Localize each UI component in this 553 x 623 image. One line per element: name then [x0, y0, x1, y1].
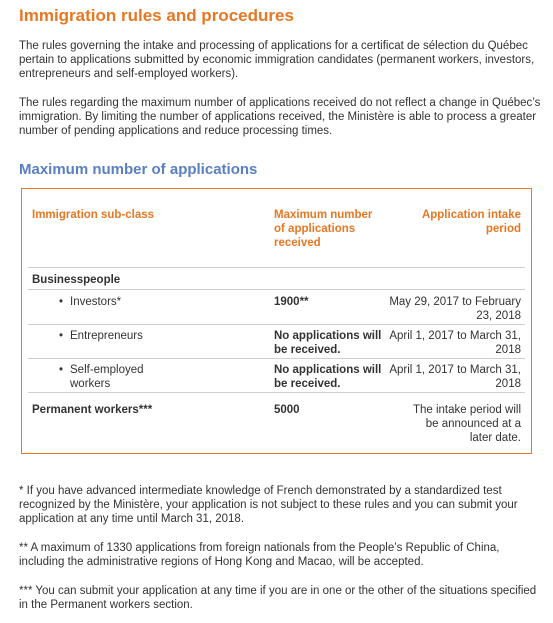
row-divider	[28, 324, 525, 325]
column-header-subclass: Immigration sub-class	[32, 209, 155, 221]
section-title: Maximum number of applications	[19, 161, 258, 178]
permanent-workers-period: The intake period will be announced at a later date.	[412, 404, 521, 444]
permanent-workers-label: Permanent workers***	[32, 404, 153, 416]
table-row-period: April 1, 2017 to March 31, 2018	[389, 364, 521, 390]
bullet-icon: •	[59, 330, 64, 342]
row-divider	[28, 392, 525, 393]
table-row-label: Self-employed workers	[70, 364, 144, 390]
row-divider	[28, 358, 525, 359]
bullet-icon: •	[59, 364, 64, 376]
table-row-max: 1900**	[274, 296, 309, 308]
table-row-max: No applications will be received.	[274, 330, 382, 356]
row-divider	[28, 289, 525, 290]
table-row-period: April 1, 2017 to March 31, 2018	[389, 330, 521, 356]
intro-paragraph: The rules regarding the maximum number of applications received do not reflect a change in Québec’s immigration. By limiting the number of applications received, the Ministère is able to process a greater number of pending applications and reduce processing times.	[19, 97, 541, 137]
group-label-businesspeople: Businesspeople	[32, 274, 121, 286]
table-row-max: No applications will be received.	[274, 364, 382, 390]
table-row-period: May 29, 2017 to February 23, 2018	[389, 296, 521, 322]
column-header-max: Maximum number of applications received	[274, 209, 373, 249]
table-row-label: Entrepreneurs	[70, 330, 143, 342]
footnote: *** You can submit your application at any time if you are in one or the other of the situations specified in the Permanent workers section.	[19, 585, 537, 611]
column-header-period: Application intake period	[421, 209, 521, 235]
row-divider	[28, 267, 525, 268]
table-row-label: Investors*	[70, 296, 122, 308]
intro-paragraph: The rules governing the intake and processing of applications for a certificat de sélection du Québec pertain to applications submitted by economic immigration candidates (permanent workers, investors, entrepreneurs and self-employed workers).	[19, 40, 535, 80]
page-title: Immigration rules and procedures	[19, 6, 294, 25]
footnote: * If you have advanced intermediate knowledge of French demonstrated by a standardized test recognized by the Ministère, your application is not subject to these rules and you can submit your application at any time until March 31, 2018.	[19, 485, 518, 525]
bullet-icon: •	[59, 296, 64, 308]
permanent-workers-max: 5000	[274, 404, 300, 416]
applications-table	[21, 188, 532, 454]
footnote: ** A maximum of 1330 applications from foreign nationals from the People’s Republic of China, including the administrative regions of Hong Kong and Macao, will be accepted.	[19, 542, 500, 568]
